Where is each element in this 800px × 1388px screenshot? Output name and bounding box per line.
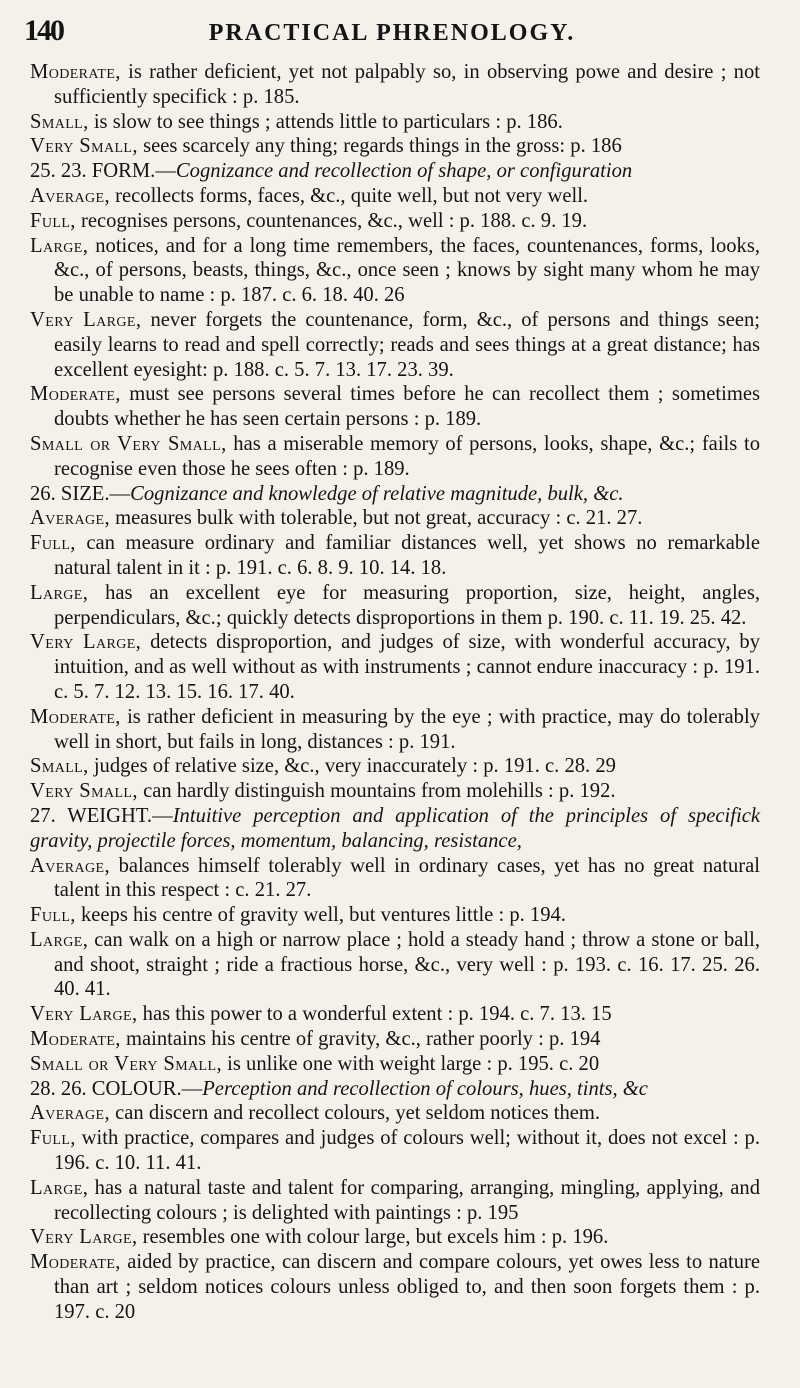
page-number: 140 (24, 14, 63, 47)
degree-description: must see persons several times before he can recollect them ; sometimes doubts whether he has seen certain persons : p. 189. (54, 383, 760, 431)
degree-entry (30, 209, 760, 234)
degree-label: Small, (30, 755, 89, 778)
faculty-definition: Perception and recollection of colours, hues, tints, &c (202, 1077, 648, 1100)
degree-entry (30, 382, 760, 432)
degree-entry (30, 184, 760, 209)
degree-description: measures bulk with tolerable, but not great, accuracy : c. 21. 27. (110, 507, 643, 530)
degree-description: can measure ordinary and familiar distances well, yet shows no remarkable natural talent in it : p. 191. c. 6. 8. 9. 10. 14. 18. (54, 532, 760, 579)
degree-description: recollects forms, faces, &c., quite well, but not very well. (110, 184, 589, 207)
degree-label: Very Small, (30, 135, 138, 158)
faculty-heading: 25. 23. FORM.—Cognizance and recollection of shape, or configuration (30, 160, 633, 183)
degree-entry (30, 308, 760, 382)
degree-entry (30, 1176, 760, 1226)
degree-description: recognises persons, countenances, &c., well : p. 188. c. 9. 19. (75, 209, 588, 232)
faculty-number: 27. (30, 804, 56, 827)
faculty-name: SIZE. (60, 482, 110, 505)
faculty-name: FORM. (91, 160, 156, 183)
degree-label: Very Large, (30, 308, 142, 331)
degree-label: Full, (30, 904, 76, 927)
body-text (30, 60, 760, 1325)
degree-entry (30, 754, 760, 779)
degree-entry (30, 134, 760, 159)
degree-label: Average, (30, 184, 110, 207)
faculty-heading: 26. SIZE.—Cognizance and knowledge of relative magnitude, bulk, &c. (30, 482, 624, 505)
degree-description: judges of relative size, &c., very inaccurately : p. 191. c. 28. 29 (88, 755, 616, 778)
degree-label: Very Small, (30, 780, 138, 803)
degree-description: keeps his centre of gravity well, but ventures little : p. 194. (75, 904, 566, 927)
degree-description: never forgets the countenance, form, &c., of persons and things seen; easily learns to read and spell correctly; reads and sees things at a great distance; has excellent eyesight: p. 188. c. 5. 7. 13. 17. 23. 39. (54, 308, 760, 381)
degree-entry (30, 234, 760, 308)
running-title: PRACTICAL PHRENOLOGY. (208, 20, 576, 46)
degree-label: Average, (30, 507, 110, 530)
degree-entry (30, 1002, 760, 1027)
degree-label: Very Large, (30, 631, 142, 654)
degree-entry (30, 432, 760, 482)
degree-entry (30, 110, 760, 135)
degree-description: balances himself tolerably well in ordinary cases, yet has no great natural talent in this respect : c. 21. 27. (54, 854, 760, 902)
degree-entry (30, 903, 760, 928)
degree-label: Very Large, (30, 1003, 138, 1026)
degree-entry (30, 1101, 760, 1126)
degree-label: Moderate, (30, 383, 121, 406)
degree-label: Full, (30, 1127, 76, 1150)
degree-label: Full, (30, 209, 76, 232)
degree-label: Average, (30, 1102, 110, 1125)
degree-description: is unlike one with weight large : p. 195. c. 20 (222, 1052, 600, 1075)
faculty-name: WEIGHT. (67, 804, 153, 827)
degree-label: Moderate, (30, 1251, 121, 1274)
degree-description: resembles one with colour large, but excels him : p. 196. (137, 1226, 609, 1249)
degree-entry (30, 705, 760, 755)
degree-description: is rather deficient in measuring by the eye ; with practice, may do tolerably well in short, but fails in long, distances : p. 191. (54, 705, 760, 753)
degree-entry (30, 1250, 760, 1324)
degree-label: Large, (30, 234, 89, 257)
degree-entry (30, 506, 760, 531)
degree-label: Moderate, (30, 1028, 121, 1051)
degree-label: Average, (30, 854, 110, 877)
degree-description: has an excellent eye for measuring proportion, size, height, angles, perpendiculars, &c.; quickly detects disproportions in them p. 190. c. 11. 19. 25. 42. (54, 581, 760, 629)
faculty-definition: Cognizance and knowledge of relative magnitude, bulk, &c. (130, 482, 624, 505)
faculty-heading: 27. WEIGHT.—Intuitive perception and application of the principles of specifick gravity, projectile forces, momentum, balancing, resistance, (30, 804, 760, 852)
running-head (24, 14, 760, 54)
degree-description: has this power to a wonderful extent : p. 194. c. 7. 13. 15 (137, 1003, 612, 1026)
faculty-heading: 28. 26. COLOUR.—Perception and recollection of colours, hues, tints, &c (30, 1077, 648, 1100)
degree-entry (30, 581, 760, 631)
degree-description: sees scarcely any thing; regards things in the gross: p. 186 (137, 135, 622, 158)
degree-description: has a natural taste and talent for comparing, arranging, mingling, applying, and recollecting colours ; is delighted with paintings : p. 195 (54, 1176, 760, 1224)
degree-label: Moderate, (30, 705, 121, 728)
degree-entry (30, 1052, 760, 1077)
degree-label: Small, (30, 110, 89, 133)
degree-label: Moderate, (30, 61, 121, 83)
degree-label: Small or Very Small, (30, 432, 227, 455)
degree-entry (30, 531, 760, 581)
degree-entry (30, 1225, 760, 1250)
degree-label: Large, (30, 1176, 89, 1199)
degree-label: Full, (30, 532, 76, 555)
degree-label: Large, (30, 928, 89, 951)
degree-entry (30, 779, 760, 804)
degree-description: can hardly distinguish mountains from molehills : p. 192. (137, 780, 616, 803)
degree-description: notices, and for a long time remembers, the faces, countenances, forms, looks, &c., of persons, beasts, things, &c., once seen ; knows by sight many whom he may be unable to name : p. 187. c. 6. 18. 40. 26 (54, 234, 760, 307)
faculty-definition: Cognizance and recollection of shape, or configuration (175, 160, 633, 183)
degree-entry (30, 1126, 760, 1176)
faculty-number: 28. 26. (30, 1077, 87, 1100)
faculty-number: 25. 23. (30, 160, 87, 183)
degree-entry (30, 1027, 760, 1052)
degree-description: maintains his centre of gravity, &c., rather poorly : p. 194 (120, 1028, 601, 1051)
degree-description: has a miserable memory of persons, looks, shape, &c.; fails to recognise even those he sees often : p. 189. (54, 432, 760, 480)
degree-entry (30, 928, 760, 1002)
degree-description: is rather deficient, yet not palpably so, in observing powe and desire ; not sufficiently specifick : p. 185. (54, 61, 760, 108)
degree-description: aided by practice, can discern and compare colours, yet owes less to nature than art ; seldom notices colours unless obliged to, and then soon forgets them : p. 197. c. 20 (54, 1251, 760, 1323)
degree-description: can discern and recollect colours, yet seldom notices them. (110, 1102, 601, 1125)
degree-label: Small or Very Small, (30, 1052, 223, 1075)
degree-entry (30, 854, 760, 904)
faculty-number: 26. (30, 482, 56, 505)
faculty-name: COLOUR. (91, 1077, 182, 1100)
degree-label: Very Large, (30, 1226, 138, 1249)
degree-description: detects disproportion, and judges of size, with wonderful accuracy, by intuition, and as well without as with instruments ; cannot endure inaccuracy : p. 191. c. 5. 7. 12. 13. 15. 16. 17. 40. (54, 631, 760, 703)
degree-entry (30, 630, 760, 704)
degree-label: Large, (30, 581, 89, 604)
degree-description: with practice, compares and judges of colours well; without it, does not excel : p. 196. c. 10. 11. 41. (54, 1127, 760, 1175)
degree-description: is slow to see things ; attends little to particulars : p. 186. (88, 110, 563, 133)
faculty-definition: Intuitive perception and application of the principles of specifick gravity, projectile forces, momentum, balancing, resistance, (30, 804, 760, 852)
degree-entry (30, 60, 760, 110)
degree-description: can walk on a high or narrow place ; hold a steady hand ; throw a stone or ball, and shoot, straight ; ride a fractious horse, &c., very well : p. 193. c. 16. 17. 25. 26. 40. 41. (54, 928, 760, 1001)
